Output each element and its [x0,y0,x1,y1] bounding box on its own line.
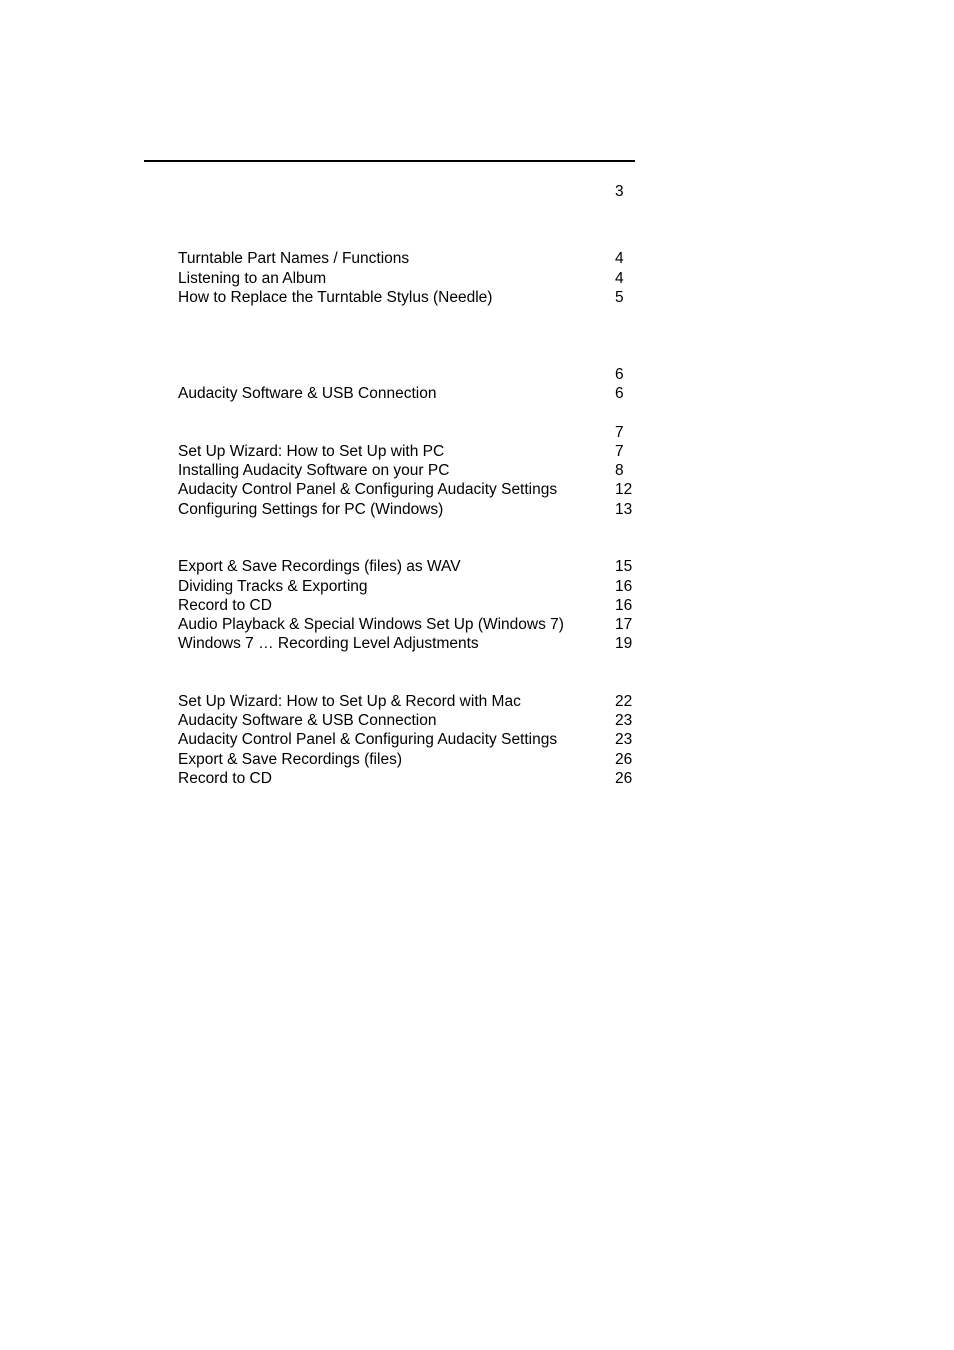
toc-entry-page: 23 [615,712,633,729]
toc-entry [0,288,954,307]
toc-entry-title: Set Up Wizard: How to Set Up & Record with Mac [178,693,521,710]
toc-entry-page: 22 [615,693,633,710]
toc-entry-title: Export & Save Recordings (files) [178,751,402,768]
toc-entry [0,269,954,288]
toc-entry-page: 19 [615,635,633,652]
toc-entry [0,711,954,730]
toc-entry-title: Audacity Software & USB Connection [178,385,437,402]
toc-entry [0,577,954,596]
toc-entry-page: 4 [615,250,624,267]
toc-entry [0,634,954,653]
toc-entry-page: 6 [615,385,624,402]
toc-entry [0,365,954,384]
toc-entry-page: 26 [615,770,633,787]
toc-entry [0,442,954,461]
toc-entry-title: Export & Save Recordings (files) as WAV [178,558,461,575]
toc-entry-title: Audacity Software & USB Connection [178,712,437,729]
toc-entry [0,423,954,442]
toc-entry [0,615,954,634]
toc-entry-title: Turntable Part Names / Functions [178,250,410,267]
toc-entry-page: 23 [615,731,633,748]
toc-entry-title: Record to CD [178,597,272,614]
toc-entry [0,730,954,749]
toc-entry-page: 5 [615,289,624,306]
toc-entry [0,461,954,480]
toc-entry [0,692,954,711]
toc-entry-title: Record to CD [178,770,272,787]
toc-entry-title: Windows 7 … Recording Level Adjustments [178,635,479,652]
toc-entry [0,769,954,788]
toc-entry [0,384,954,403]
toc-entry-title: Dividing Tracks & Exporting [178,578,368,595]
header-rule [144,160,635,162]
toc-entry-title: Audacity Control Panel & Configuring Audacity Settings [178,731,558,748]
toc-entry-page: 15 [615,558,633,575]
toc-entry-title: Audacity Control Panel & Configuring Audacity Settings [178,481,558,498]
toc-entry-page: 26 [615,751,633,768]
toc-entry-title: Set Up Wizard: How to Set Up with PC [178,443,445,460]
toc-entry-page: 17 [615,616,633,633]
toc-entry [0,750,954,769]
toc-entry-title: Installing Audacity Software on your PC [178,462,450,479]
toc-entry-title: Listening to an Album [178,270,327,287]
toc-entry [0,557,954,576]
toc-entry-page: 16 [615,597,633,614]
toc-entry-page: 12 [615,481,633,498]
toc-entry-page: 7 [615,424,624,441]
toc-entry-page: 3 [615,183,624,200]
toc-entry-title: How to Replace the Turntable Stylus (Needle) [178,289,493,306]
toc-entry [0,596,954,615]
toc-entry-page: 6 [615,366,624,383]
toc-entry-page: 7 [615,443,624,460]
toc-entry [0,182,954,201]
toc-entry-page: 13 [615,501,633,518]
toc-entry-title: Configuring Settings for PC (Windows) [178,501,444,518]
toc-entry-page: 16 [615,578,633,595]
toc-entry [0,480,954,499]
toc-entry-title: Audio Playback & Special Windows Set Up (Windows 7) [178,616,564,633]
toc-entry-page: 8 [615,462,624,479]
toc-entry-page: 4 [615,270,624,287]
toc-entry [0,500,954,519]
toc-entry [0,249,954,268]
